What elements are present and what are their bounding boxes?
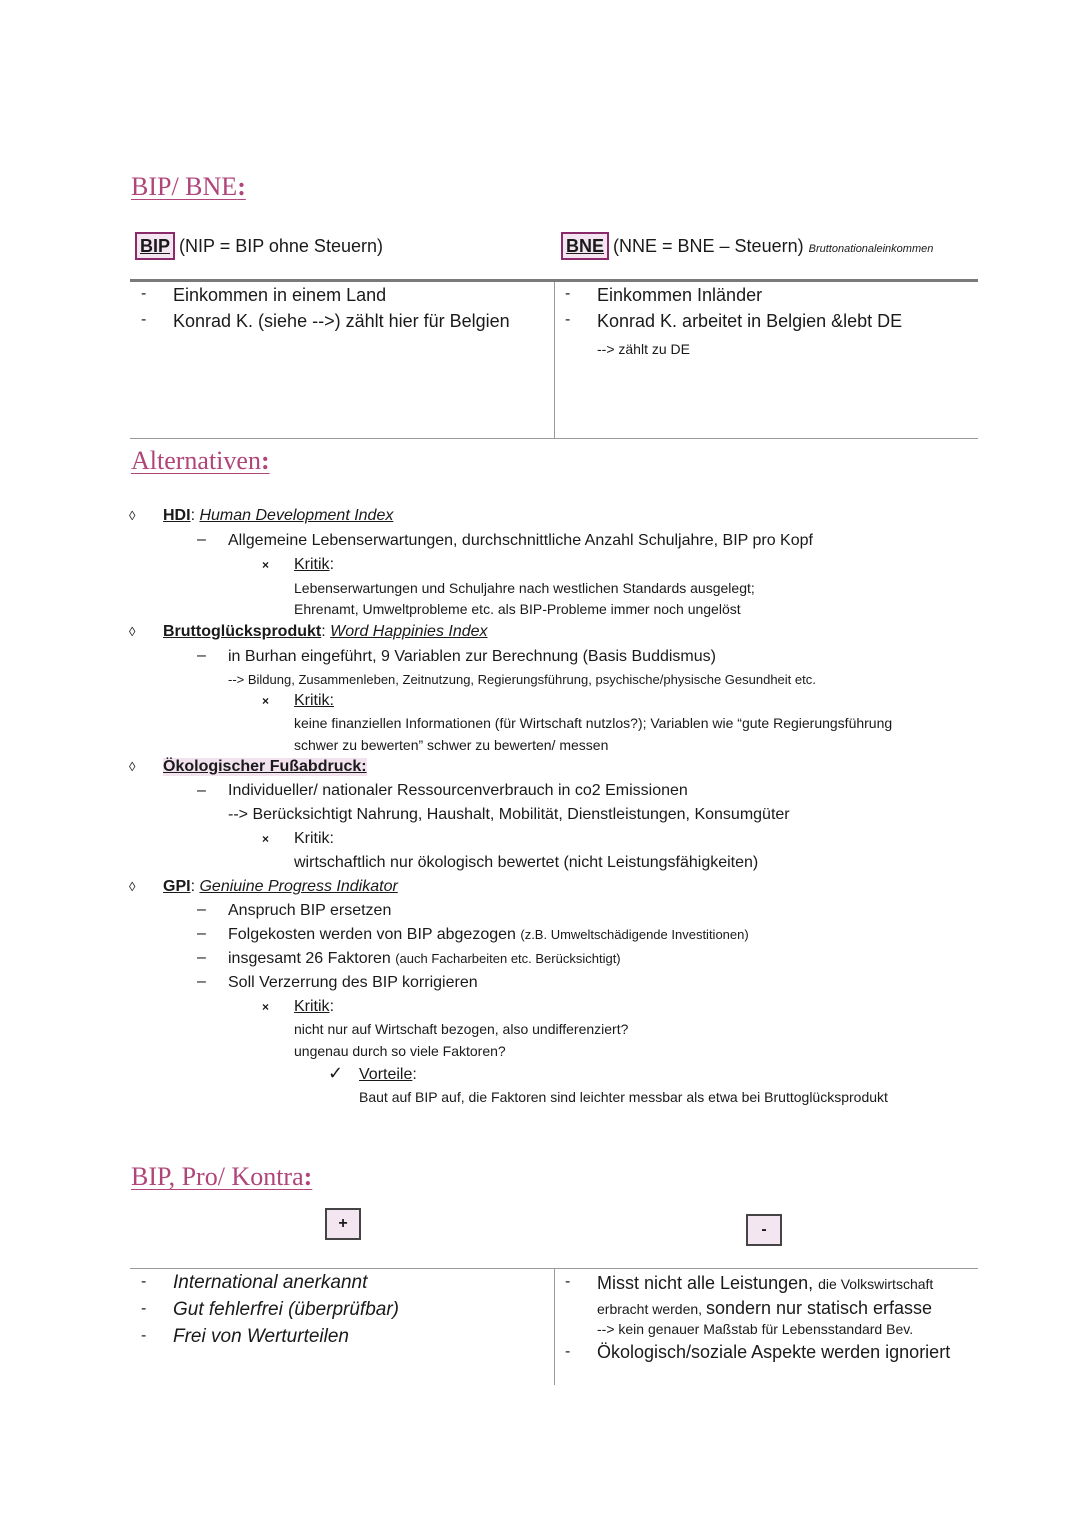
bullet-dash: - [141, 1300, 147, 1317]
bgp-line-1: in Burhan eingeführt, 9 Variablen zur Berechnung (Basis Buddismus) [228, 648, 716, 665]
cross-icon: × [262, 694, 270, 708]
bne-item-1: Einkommen Inländer [597, 285, 763, 305]
diamond-bullet-icon: ◊ [129, 508, 136, 523]
bip-label-box: BIP [135, 232, 175, 260]
gpi-vorteile-1: Baut auf BIP auf, die Faktoren sind leichter messbar als etwa bei Bruttoglücksprodukt [359, 1089, 888, 1105]
minus-icon: - [746, 1214, 782, 1246]
oeko-kritik-label: Kritik: [294, 830, 334, 847]
bgp-heading: Bruttoglücksprodukt: Word Happinies Index [163, 623, 488, 640]
check-icon: ✓ [328, 1063, 344, 1083]
bullet-dash: – [197, 647, 206, 664]
bullet-dash: – [197, 531, 206, 548]
bip-item-1: Einkommen in einem Land [173, 285, 387, 305]
bne-item-2: Konrad K. arbeitet in Belgien &lebt DE [597, 311, 903, 331]
oeko-line-1: Individueller/ nationaler Ressourcenverbrauch in co2 Emissionen [228, 782, 688, 799]
bullet-dash: – [197, 949, 206, 966]
bullet-dash: - [565, 311, 571, 328]
section-title-bip-bne: BIP/ BNE: [131, 172, 246, 201]
cross-icon: × [262, 832, 270, 846]
bullet-dash: – [197, 901, 206, 918]
bne-header: BNE (NNE = BNE – Steuern) Bruttonationaleinkommen [561, 232, 933, 260]
hdi-kritik-label: Kritik: [294, 556, 335, 573]
hdi-heading: HDI: Human Development Index [163, 507, 394, 524]
bgp-kritik-1: keine finanziellen Informationen (für Wirtschaft nutzlos?); Variablen wie “gute Regierungsführung [294, 715, 893, 731]
contra-line-3: --> kein genauer Maßstab für Lebensstandard Bev. [597, 1321, 914, 1337]
cross-icon: × [262, 558, 270, 572]
pro-item-3: Frei von Werturteilen [173, 1326, 349, 1347]
bullet-dash: - [565, 1273, 571, 1290]
bip-item-2: Konrad K. (siehe -->) zählt hier für Belgien [173, 311, 510, 331]
section-title-pro-kontra: BIP, Pro/ Kontra: [131, 1162, 313, 1191]
gpi-kritik-2: ungenau durch so viele Faktoren? [294, 1043, 506, 1059]
bgp-kritik-2: schwer zu bewerten” schwer zu bewerten/ messen [294, 737, 609, 753]
table1-bottom-rule [130, 438, 978, 439]
hdi-line-1: Allgemeine Lebenserwartungen, durchschnittliche Anzahl Schuljahre, BIP pro Kopf [228, 532, 813, 549]
bullet-dash: - [565, 285, 571, 302]
oeko-kritik-1: wirtschaftlich nur ökologisch bewertet (nicht Leistungsfähigkeiten) [294, 854, 759, 871]
bne-label-box: BNE [561, 232, 609, 260]
bgp-kritik-label: Kritik: [294, 692, 334, 709]
bip-header: BIP (NIP = BIP ohne Steuern) [135, 232, 383, 260]
pro-item-1: International anerkannt [173, 1272, 368, 1293]
oeko-line-2: --> Berücksichtigt Nahrung, Haushalt, Mobilität, Dienstleistungen, Konsumgüter [228, 806, 790, 823]
hdi-kritik-1: Lebenserwartungen und Schuljahre nach westlichen Standards ausgelegt; [294, 580, 755, 596]
bullet-dash: – [197, 973, 206, 990]
gpi-kritik-1: nicht nur auf Wirtschaft bezogen, also undifferenziert? [294, 1021, 629, 1037]
bgp-line-2: --> Bildung, Zusammenleben, Zeitnutzung, Regierungsführung, psychische/physische Gesundheit etc. [228, 672, 816, 687]
bullet-dash: - [141, 285, 147, 302]
bullet-dash: - [141, 1273, 147, 1290]
gpi-line-1: Anspruch BIP ersetzen [228, 902, 392, 919]
gpi-line-4: Soll Verzerrung des BIP korrigieren [228, 974, 478, 991]
section-title-alternativen: Alternativen: [131, 446, 270, 475]
contra-line-4: Ökologisch/soziale Aspekte werden ignoriert [597, 1342, 951, 1362]
bullet-dash: – [197, 925, 206, 942]
plus-icon: + [325, 1208, 361, 1240]
diamond-bullet-icon: ◊ [129, 879, 136, 894]
gpi-vorteile-label: Vorteile: [359, 1066, 417, 1083]
hdi-kritik-2: Ehrenamt, Umweltprobleme etc. als BIP-Probleme immer noch ungelöst [294, 601, 741, 617]
contra-line-2: erbracht werden, sondern nur statisch erfasse [597, 1298, 933, 1318]
bne-note: --> zählt zu DE [597, 341, 690, 357]
bullet-dash: - [565, 1343, 571, 1360]
oeko-heading: Ökologischer Fußabdruck: [163, 758, 367, 775]
bullet-dash: - [141, 311, 147, 328]
pro-item-2: Gut fehlerfrei (überprüfbar) [173, 1299, 399, 1320]
table1-divider [554, 282, 555, 439]
gpi-line-2: Folgekosten werden von BIP abgezogen (z.B. Umweltschädigende Investitionen) [228, 926, 749, 943]
contra-line-1: Misst nicht alle Leistungen, die Volkswirtschaft [597, 1273, 934, 1293]
bullet-dash: – [197, 782, 206, 799]
gpi-heading: GPI: Geniuine Progress Indikator [163, 878, 398, 895]
table2-divider [554, 1269, 555, 1385]
gpi-kritik-label: Kritik: [294, 998, 335, 1015]
bne-header-note: Bruttonationaleinkommen [808, 243, 934, 255]
diamond-bullet-icon: ◊ [129, 759, 136, 774]
gpi-line-3: insgesamt 26 Faktoren (auch Facharbeiten etc. Berücksichtigt) [228, 950, 621, 967]
cross-icon: × [262, 1000, 270, 1014]
diamond-bullet-icon: ◊ [129, 624, 136, 639]
bullet-dash: - [141, 1327, 147, 1344]
